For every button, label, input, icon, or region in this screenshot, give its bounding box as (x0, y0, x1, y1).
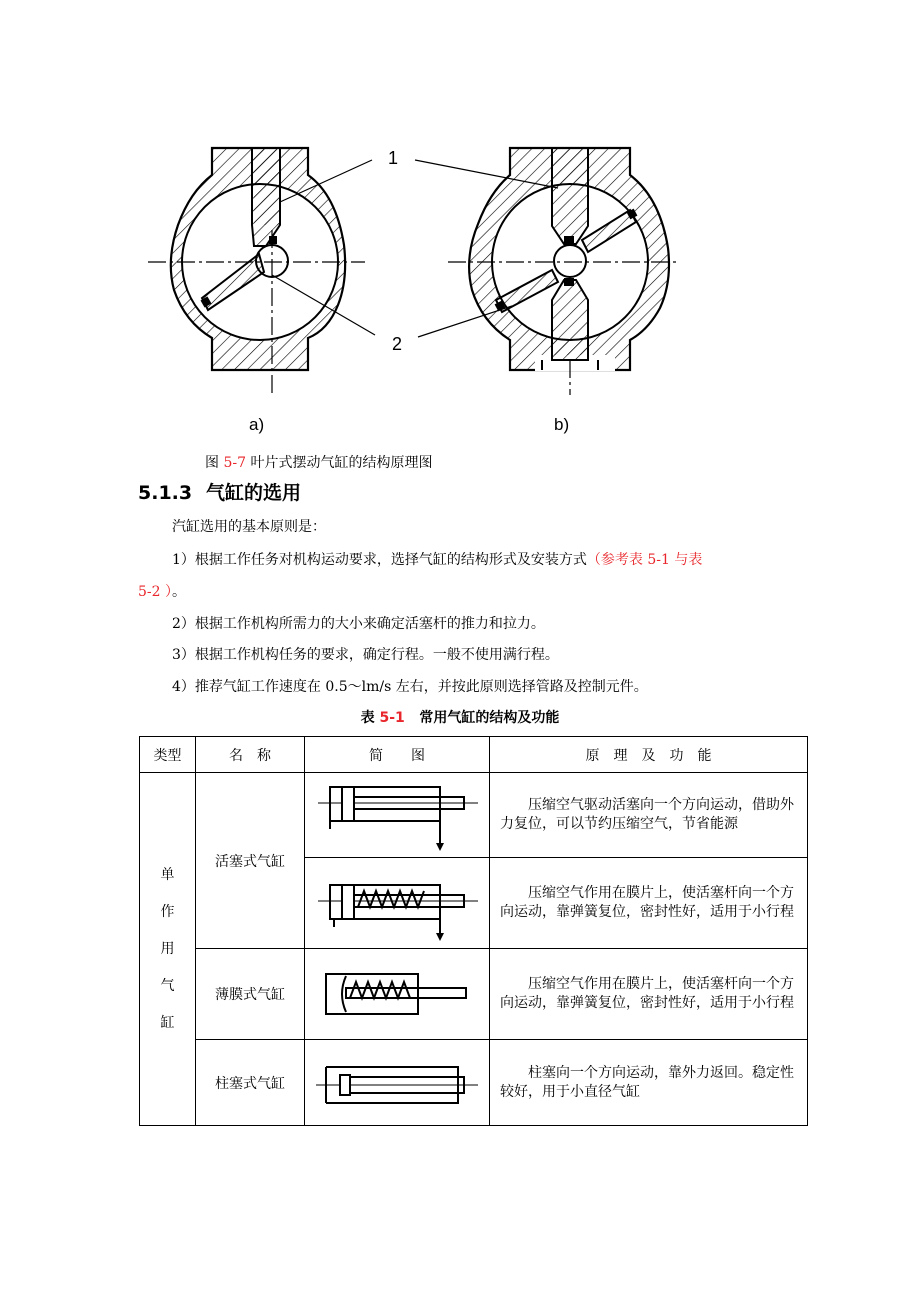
figure-caption: 图 5-7 叶片式摆动气缸的结构原理图 (205, 455, 433, 471)
table-row (140, 1040, 808, 1126)
diagram-piston-spring-return (305, 858, 490, 949)
name-plunger-cylinder: 柱塞式气缸 (196, 1040, 305, 1126)
item-1-continued: 5-2 ）。 (138, 584, 186, 600)
item-2: 2）根据工作机构所需力的大小来确定活塞杆的推力和拉力。 (172, 616, 545, 632)
type-single-acting: 单 作 用 气 缸 (140, 773, 196, 1126)
diagram-a (148, 148, 365, 395)
diagram-diaphragm (305, 949, 490, 1040)
plunger-cylinder-icon (312, 1053, 482, 1113)
spring-piston-cylinder-icon (312, 863, 482, 943)
header-function: 原 理 及 功 能 (490, 737, 808, 773)
label-a: a) (249, 415, 265, 434)
header-diagram: 简 图 (305, 737, 490, 773)
intro-paragraph: 汽缸选用的基本原则是： (172, 519, 326, 535)
callout-1: 1 (388, 148, 399, 168)
item-1: 1）根据工作任务对机构运动要求，选择气缸的结构形式及安装方式（参考表 5-1 与表 (172, 552, 703, 568)
section-heading: 5.1.3 气缸的选用 (138, 482, 302, 504)
diaphragm-cylinder-icon (312, 964, 482, 1024)
header-type: 类型 (140, 737, 196, 773)
name-piston-cylinder: 活塞式气缸 (196, 773, 305, 949)
table-header-row (140, 737, 808, 773)
diagram-piston-external-return (305, 773, 490, 858)
desc-row-1: 压缩空气驱动活塞向一个方向运动，借助外力复位，可以节约压缩空气，节省能源 (490, 773, 808, 858)
desc-row-4: 柱塞向一个方向运动，靠外力返回。稳定性较好，用于小直径气缸 (490, 1040, 808, 1126)
cylinder-table (139, 736, 808, 1126)
table-row (140, 949, 808, 1040)
label-b: b) (554, 415, 570, 434)
header-name: 名 称 (196, 737, 305, 773)
item-4: 4）推荐气缸工作速度在 0.5～lm/s 左右，并按此原则选择管路及控制元件。 (172, 679, 648, 695)
diagram-plunger (305, 1040, 490, 1126)
vane-cylinder-figure (130, 130, 690, 445)
desc-row-2: 压缩空气作用在膜片上，使活塞杆向一个方向运动，靠弹簧复位，密封性好，适用于小行程 (490, 858, 808, 949)
piston-cylinder-icon (312, 775, 482, 855)
callout-2: 2 (392, 334, 403, 354)
table-caption: 表 5-1 常用气缸的结构及功能 (360, 710, 560, 726)
desc-row-3: 压缩空气作用在膜片上，使活塞杆向一个方向运动，靠弹簧复位，密封性好，适用于小行程 (490, 949, 808, 1040)
item-3: 3）根据工作机构任务的要求，确定行程。一般不使用满行程。 (172, 647, 559, 663)
table-row (140, 773, 808, 858)
diagram-b (448, 148, 678, 395)
name-diaphragm-cylinder: 薄膜式气缸 (196, 949, 305, 1040)
